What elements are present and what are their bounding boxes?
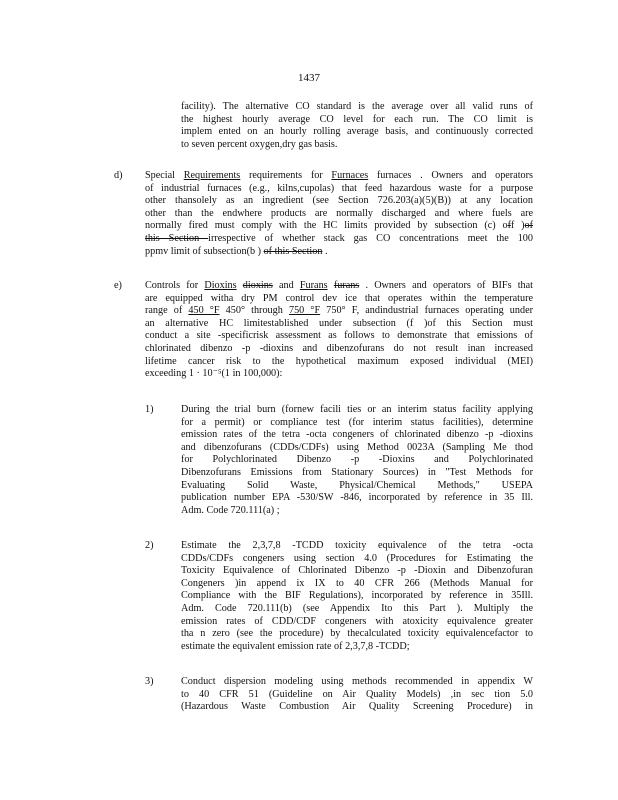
paragraph-e-line: an alternative HC limitestablished under subsection (f )of this Section must <box>145 317 533 329</box>
item-1-line: During the trial burn (fornew facili ties or an interim status facility applying <box>181 404 533 415</box>
deleted-text: f <box>507 220 511 232</box>
deleted-text: of <box>524 220 533 232</box>
inserted-text: Furnaces <box>331 170 369 181</box>
paragraph-e-line: conduct a site -specificrisk assessment as follows to demonstrate that emissions of <box>145 330 533 342</box>
inserted-text: Dioxins <box>204 280 237 291</box>
inserted-text: Requirements <box>183 170 241 181</box>
page-number: 1437 <box>298 72 320 84</box>
item-3-line: to 40 CFR 51 (Guideline on Air Quality Models) ,in sec tion 5.0 <box>181 688 533 700</box>
item-1-line: for Polychlorinated Dibenzo -p -Dioxins and Polychlorinated <box>181 454 533 466</box>
paragraph-e-line: range of 450 °F 450° through 750 °F 750° F, andindustrial furnaces operating under <box>145 305 533 317</box>
item-1-line: Evaluating Solid Waste, Physical/Chemical Methods," USEPA <box>181 479 533 491</box>
para-d-label: d) <box>114 170 123 181</box>
item-3-text <box>181 676 533 714</box>
paragraph-e-line: Controls for Dioxins dioxins and Furans furans . Owners and operators of BIFs that <box>145 280 533 291</box>
item-1-label: 1) <box>145 404 154 415</box>
item-2-line: emission rates of CDD/CDF congeners with atoxicity equivalence greater <box>181 615 533 627</box>
paragraph-e-line: lifetime cancer risk to the hypothetical maximum exposed individual (MEI) <box>145 355 533 367</box>
item-2-label: 2) <box>145 540 154 551</box>
item-1-line: Dibenzofurans Emissions from Stationary Sources) in "Test Methods for <box>181 466 533 478</box>
deleted-text: of this Section <box>263 245 323 257</box>
paragraph-d-line: other thansolely as an ingredient (see Section 726.203(a)(5)(B)) at any location <box>145 195 533 207</box>
continuation-line: the highest hourly average CO level for each run. The CO limit is <box>181 113 533 125</box>
para-e-label: e) <box>114 280 122 291</box>
item-2-line: Compliance with the BIF Regulations), incorporated by reference in 35Ill. <box>181 590 533 602</box>
continuation-line: facility). The alternative CO standard is the average over all valid runs of <box>181 101 533 112</box>
deleted-text: dioxins <box>242 280 273 291</box>
item-2-line: Congeners )in append ix IX to 40 CFR 266 (Methods Manual for <box>181 577 533 589</box>
item-1-line: for a permit) or compliance test (for interim status facilities), determine <box>181 416 533 428</box>
item-1-line: publication number EPA -530/SW -846, incorporated by reference in 35 Ill. <box>181 492 533 504</box>
inserted-text: Furans <box>299 280 328 291</box>
inserted-text: 750 °F <box>288 305 321 317</box>
inserted-text: 450 °F <box>188 305 220 317</box>
item-1-line: and dibenzofurans (CDDs/CDFs) using Method 0023A (Sampling Me thod <box>181 441 533 453</box>
item-2-line: CDDs/CDFs congeners using section 4.0 (Procedures for Estimating the <box>181 552 533 564</box>
item-3-label: 3) <box>145 676 154 687</box>
paragraph-e-line: are equipped witha dry PM control dev ice that operates within the temperature <box>145 292 533 304</box>
paragraph-e-line: chlorinated dibenzo -p -dioxins and dibenzofurans do not result inan increased <box>145 342 533 354</box>
item-3-line: Conduct dispersion modeling using methods recommended in appendix W <box>181 676 533 687</box>
paragraph-e <box>145 280 533 381</box>
item-2-line: Toxicity Equivalence of Chlorinated Dibenzo -p -Dioxin and Dibenzofuran <box>181 565 533 577</box>
item-2-line: tha n zero (see the procedure) by thecalculated toxicity equivalencefactor to <box>181 628 533 640</box>
paragraph-d-line: of industrial furnaces (e.g., kilns,cupolas) that feed hazardous waste for a purpose <box>145 182 533 194</box>
item-2-line: Adm. Code 720.111(b) (see Appendix Ito this Part ). Multiply the <box>181 602 533 614</box>
paragraph-d-line: Special Requirements requirements for Furnaces furnaces . Owners and operators <box>145 170 533 181</box>
item-2-text <box>181 540 533 653</box>
item-2-line: Estimate the 2,3,7,8 -TCDD toxicity equivalence of the tetra -octa <box>181 540 533 551</box>
continuation-line: to seven percent oxygen,dry gas basis. <box>181 138 338 150</box>
paragraph-d-line: ppmv limit of subsection(b ) of this Section . <box>145 245 328 257</box>
deleted-text: furans <box>333 280 360 291</box>
item-1-text <box>181 404 533 517</box>
paragraph-d <box>145 170 533 258</box>
item-3-line: (Hazardous Waste Combustion Air Quality Screening Procedure) in <box>181 701 533 713</box>
paragraph-d-line: this Section irrespective of whether stack gas CO concentrations meet the 100 <box>145 232 533 244</box>
item-1-line: Adm. Code 720.111(a) ; <box>181 504 280 516</box>
continuation-line: implem ented on an hourly rolling average basis, and continuously corrected <box>181 126 533 138</box>
item-2-line: estimate the equivalent emission rate of 2,3,7,8 -TCDD; <box>181 640 410 652</box>
paragraph-d-line: normally fired must comply with the HC limits provided by subsection (c) off )of <box>145 220 533 232</box>
item-1-line: emission rates of the tetra -octa congeners of chlorinated dibenzo -p -dioxins <box>181 429 533 441</box>
paragraph-e-line: exceeding 1 · 10⁻⁵(1 in 100,000): <box>145 368 283 380</box>
continuation-paragraph <box>181 101 533 151</box>
deleted-text: this Section <box>145 232 209 244</box>
paragraph-d-line: other than the endwhere products are normally discharged and where fuels are <box>145 207 533 219</box>
